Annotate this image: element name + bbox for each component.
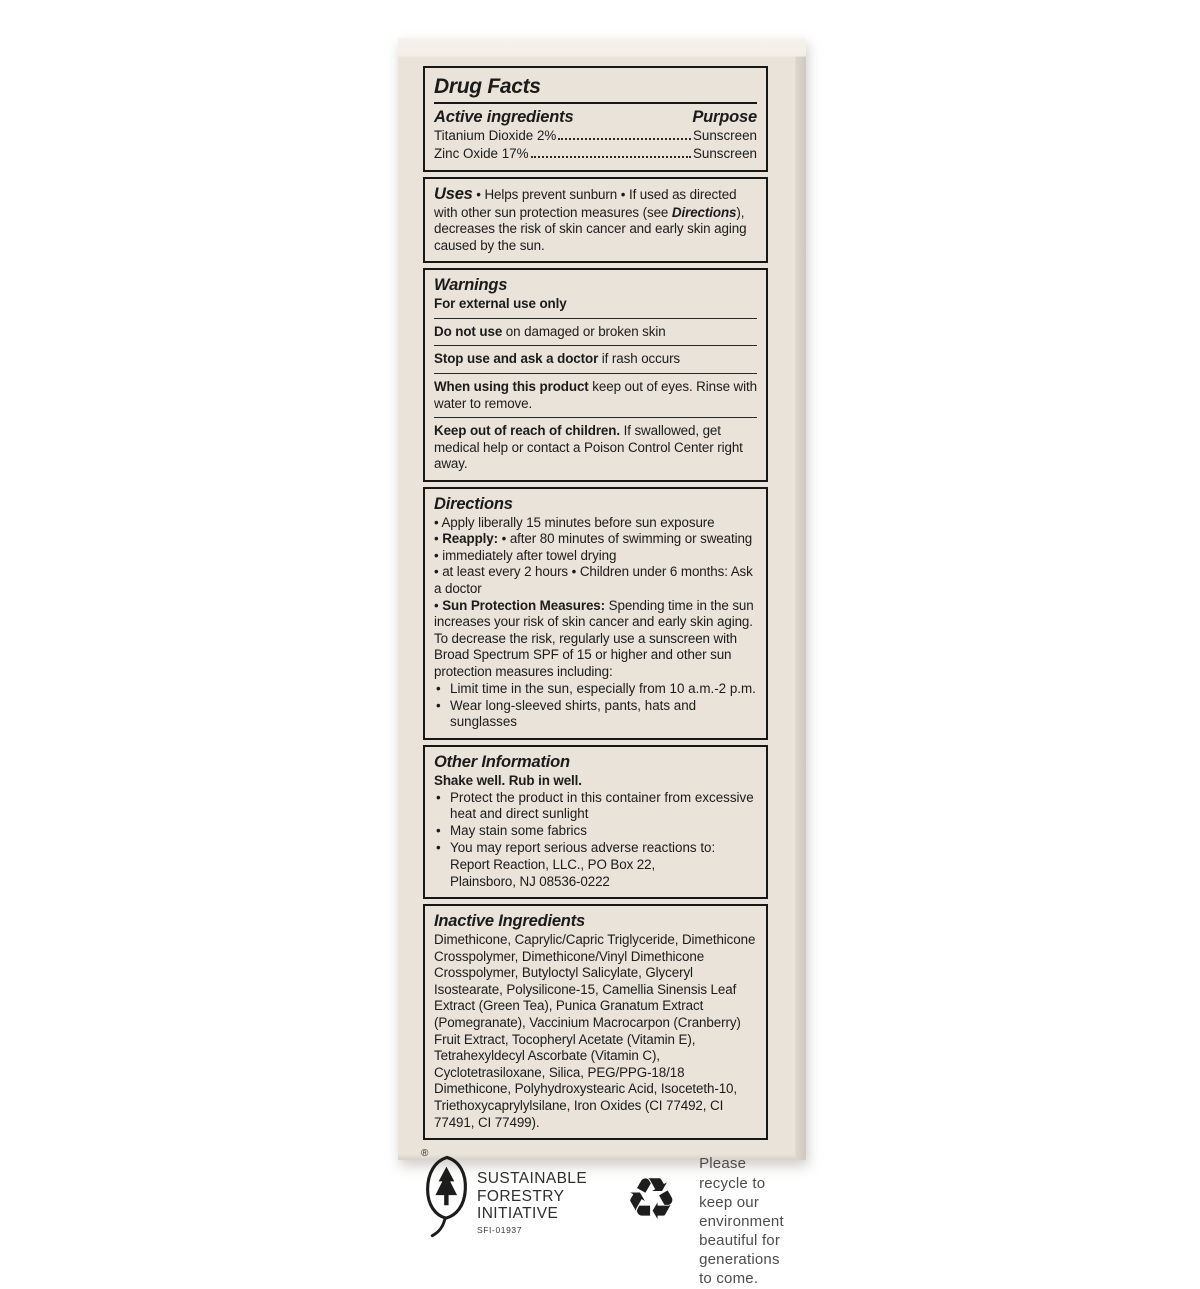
- warning-item: [434, 351, 757, 368]
- bullet: •: [436, 680, 441, 696]
- shake-well-line: [434, 773, 757, 790]
- purpose-heading: Purpose: [692, 108, 757, 126]
- uses-paragraph: [434, 184, 757, 254]
- section-active-ingredients: [423, 66, 768, 172]
- ingredient-name: Zinc Oxide 17%: [434, 146, 529, 162]
- bullet: •: [436, 697, 441, 713]
- bullet: •: [436, 823, 441, 839]
- warning-divider: [434, 373, 757, 374]
- footer-certifications: [421, 1148, 784, 1288]
- bullet: •: [436, 789, 441, 805]
- recycle-message: Please recycle to keep our environment beautiful for generations to come.: [699, 1155, 784, 1288]
- warning-divider: [434, 318, 757, 319]
- sfi-text: [477, 1170, 587, 1235]
- ingredient-row: [434, 145, 757, 163]
- warning-item: [434, 324, 757, 341]
- directions-sub-bullet: [434, 698, 757, 732]
- directions-sub-bullet: [434, 681, 757, 698]
- ingredient-name: Titanium Dioxide 2%: [434, 128, 557, 143]
- reapply-bold: Reapply:: [442, 531, 498, 547]
- directions-line: • at least every 2 hours • Children under 6 months: Ask a doctor: [434, 564, 753, 597]
- inactive-ingredients-heading: Inactive Ingredients: [434, 912, 585, 931]
- warning-rest: If swallowed, get medical help or contact a Poison Control Center right away.: [434, 423, 743, 472]
- dot-leader: [531, 156, 691, 158]
- warning-rest: if rash occurs: [598, 351, 681, 367]
- section-uses: [423, 177, 768, 263]
- sfi-line: SUSTAINABLE: [477, 1170, 588, 1188]
- warning-bold: For external use only: [434, 296, 567, 312]
- warning-bold: Do not use: [434, 323, 503, 339]
- registered-trademark-symbol: ®: [421, 1148, 429, 1160]
- warning-item: [434, 379, 757, 412]
- active-ingredients-header-row: [434, 108, 757, 127]
- warning-bold: Stop use and ask a doctor: [434, 351, 599, 367]
- ingredient-purpose: Sunscreen: [692, 128, 757, 143]
- drug-facts-title: Drug Facts: [434, 75, 541, 98]
- section-inactive-ingredients: [423, 904, 768, 1140]
- dot-leader: [558, 138, 691, 140]
- active-ingredients-heading: Active ingredients: [434, 108, 574, 126]
- section-other-information: [423, 745, 768, 899]
- directions-reference: Directions: [671, 204, 737, 220]
- directions-heading: Directions: [434, 494, 513, 513]
- sfi-line: INITIATIVE: [477, 1205, 559, 1223]
- section-warnings: [423, 268, 768, 482]
- other-info-bullet: [434, 840, 757, 857]
- report-address-line: Plainsboro, NJ 08536-0222: [450, 873, 610, 889]
- warnings-heading: Warnings: [434, 276, 508, 295]
- drug-facts-panel: [423, 66, 768, 1140]
- sfi-line: FORESTRY: [477, 1187, 565, 1205]
- sub-bullet-text: Limit time in the sun, especially from 10 a.m.-2 p.m.: [450, 680, 756, 696]
- section-directions: [423, 487, 768, 740]
- bullet: •: [436, 840, 441, 856]
- sfi-leaf-icon: [423, 1154, 469, 1240]
- other-info-text: May stain some fabrics: [450, 823, 587, 839]
- warning-item: [434, 423, 757, 473]
- other-information-heading: Other Information: [434, 753, 570, 772]
- directions-rest: • after 80 minutes of swimming or sweating • immediately after towel drying: [434, 531, 753, 563]
- report-address-line: Report Reaction, LLC., PO Box 22,: [450, 857, 656, 873]
- shake-well-bold: Shake well. Rub in well.: [434, 772, 582, 788]
- warning-rest: keep out of eyes. Rinse with water to remove.: [434, 378, 757, 411]
- warning-bold: Keep out of reach of children.: [434, 423, 620, 439]
- directions-rest: Spending time in the sun increases your risk of skin cancer and early skin aging. To decrease the risk, regularly use a sunscreen with Broad Spectrum SPF of 15 or higher and other sun protection measures including:: [434, 597, 754, 680]
- other-info-text: You may report serious adverse reactions to:: [450, 840, 716, 856]
- ingredient-row: [434, 127, 757, 145]
- uses-heading: Uses: [434, 185, 473, 204]
- warning-rest: on damaged or broken skin: [502, 323, 666, 339]
- uses-text-1: • Helps prevent sunburn • If used as directed with other sun protection measures (see: [434, 187, 737, 220]
- warning-bold: When using this product: [434, 378, 589, 394]
- sfi-certification-code: SFI-01937: [477, 1225, 523, 1236]
- recycle-icon: ♻: [625, 1165, 678, 1234]
- uses-text-2: ), decreases the risk of skin cancer and early skin aging caused by the sun.: [434, 204, 747, 253]
- directions-line: [434, 598, 757, 681]
- ingredient-purpose: Sunscreen: [692, 146, 757, 162]
- other-info-bullet: [434, 823, 757, 840]
- bullet: •: [434, 531, 443, 547]
- inactive-ingredients-text: Dimethicone, Caprylic/Capric Triglyceride, Dimethicone Crosspolymer, Dimethicone/Vinyl Dimethicone Crosspolymer, Butyloctyl Salicylate, Glyceryl Isostearate, Polysilicone-15, Camellia Sinensis Leaf Extract (Green Tea), Punica Granatum Extract (Pomegranate), Vaccinium Macrocarpon (Cranberry) Fruit Extract, Tocopheryl Acetate (Vitamin E), Tetrahexyldecyl Ascorbate (Vitamin C), Cyclotetrasiloxane, Silica, PEG/PPG-18/18 Dimethicone, Polyhydroxystearic Acid, Isoceteth-10, Triethoxycaprylylsilane, Iron Oxides (CI 77492, CI 77491, CI 77499).: [434, 932, 756, 1130]
- other-info-bullet: [434, 790, 757, 824]
- directions-line: • Apply liberally 15 minutes before sun exposure: [434, 514, 715, 530]
- sun-protection-bold: Sun Protection Measures:: [442, 597, 606, 613]
- warning-item: [434, 296, 757, 313]
- bullet: •: [434, 597, 443, 613]
- sfi-logo-block: [421, 1148, 588, 1240]
- other-info-text: Protect the product in this container from excessive heat and direct sunlight: [450, 789, 754, 822]
- title-rule: [434, 102, 757, 104]
- sub-bullet-text: Wear long-sleeved shirts, pants, hats and sunglasses: [450, 697, 697, 730]
- warning-divider: [434, 345, 757, 346]
- warning-divider: [434, 417, 757, 418]
- directions-line: [434, 531, 757, 564]
- product-box-back-panel: [398, 38, 806, 1288]
